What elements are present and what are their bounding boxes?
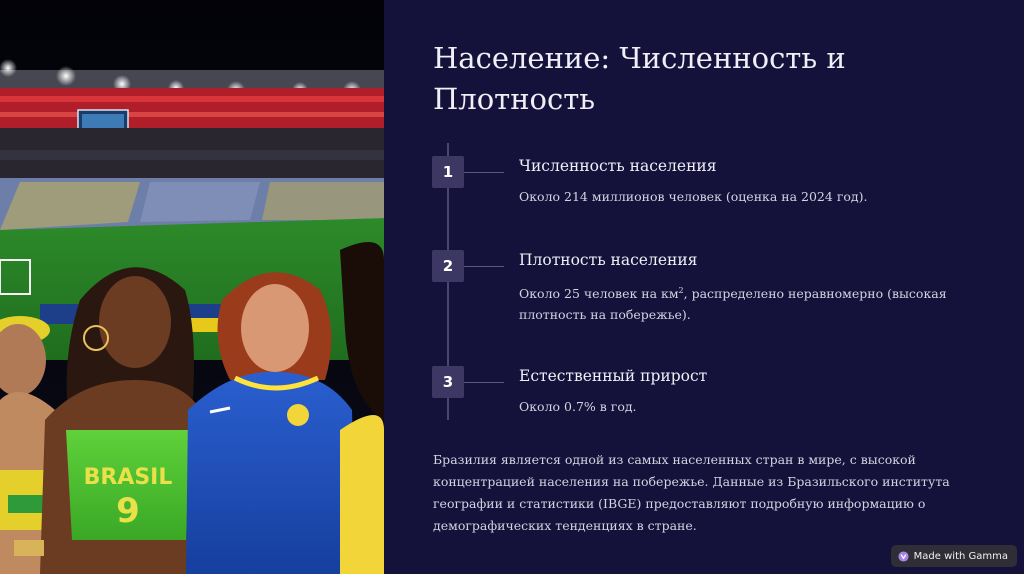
step-description bbox=[519, 280, 949, 325]
step-number-badge: 3 bbox=[432, 366, 464, 398]
stadium-fans-photo bbox=[0, 0, 384, 574]
step-title: Естественный прирост bbox=[519, 367, 708, 385]
gamma-logo-icon bbox=[898, 551, 909, 562]
svg-text:9: 9 bbox=[116, 491, 140, 531]
step-description-start: Около 25 человек на км bbox=[519, 286, 679, 302]
step-title: Плотность населения bbox=[519, 251, 698, 269]
superscript: 2 bbox=[678, 286, 684, 295]
step-description: Около 0.7% в год. bbox=[519, 399, 637, 414]
badge-label: Made with Gamma bbox=[913, 550, 1008, 562]
step-number-badge: 2 bbox=[432, 250, 464, 282]
made-with-gamma-badge[interactable] bbox=[891, 545, 1017, 567]
step-connector bbox=[464, 266, 504, 267]
step-description-end: , распределено неравномерно (высокая плотность на побережье). bbox=[519, 286, 947, 323]
step-connector bbox=[464, 382, 504, 383]
step-connector bbox=[464, 172, 504, 173]
step-number-badge: 1 bbox=[432, 156, 464, 188]
step-title: Численность населения bbox=[519, 157, 717, 175]
summary-paragraph: Бразилия является одной из самых населенных стран в мире, с высокой концентрацией населения на побережье. Данные из Бразильского института географии и статистики (IBGE) предоставляют подробную информацию о демографических тенденциях в стране. bbox=[433, 452, 950, 533]
content-panel bbox=[384, 0, 1024, 574]
step-description: Около 214 миллионов человек (оценка на 2024 год). bbox=[519, 189, 868, 204]
svg-text:BRASIL: BRASIL bbox=[83, 465, 173, 490]
slide-title: Население: Численность и Плотность bbox=[433, 41, 846, 116]
